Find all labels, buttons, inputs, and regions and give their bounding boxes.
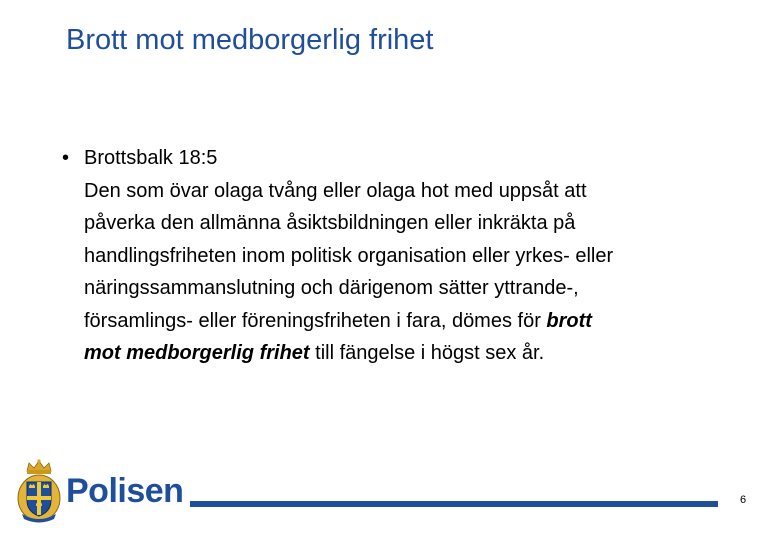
- law-text-line: [84, 337, 734, 370]
- crime-name-emphasis: mot medborgerlig frihet: [84, 342, 310, 364]
- law-text-line: påverka den allmänna åsiktsbildningen eller inkräkta på: [84, 212, 576, 234]
- law-text-line: handlingsfriheten inom politisk organisation eller yrkes- eller: [84, 244, 614, 267]
- bullet-marker: •: [62, 147, 70, 169]
- crime-name-emphasis: brott: [546, 309, 592, 332]
- law-text: [84, 175, 734, 370]
- law-text-segment: församlings- eller föreningsfriheten i fara, dömes för: [84, 309, 547, 332]
- brand-wordmark: Polisen: [66, 472, 184, 510]
- law-reference: Brottsbalk 18:5: [84, 147, 218, 169]
- law-text-line: näringssammanslutning och därigenom sätter yttrande-,: [84, 277, 579, 299]
- police-emblem-icon: [14, 458, 64, 524]
- footer-divider: [190, 501, 718, 507]
- slide-content: [62, 142, 752, 370]
- bullet-heading: [62, 142, 752, 175]
- page-number: 6: [740, 494, 747, 506]
- law-text-line: Den som övar olaga tvång eller olaga hot med uppsåt att: [84, 179, 587, 202]
- law-text-line: [84, 305, 734, 338]
- law-text-segment: till fängelse i högst sex år.: [309, 342, 545, 364]
- slide-title: Brott mot medborgerlig frihet: [66, 24, 434, 56]
